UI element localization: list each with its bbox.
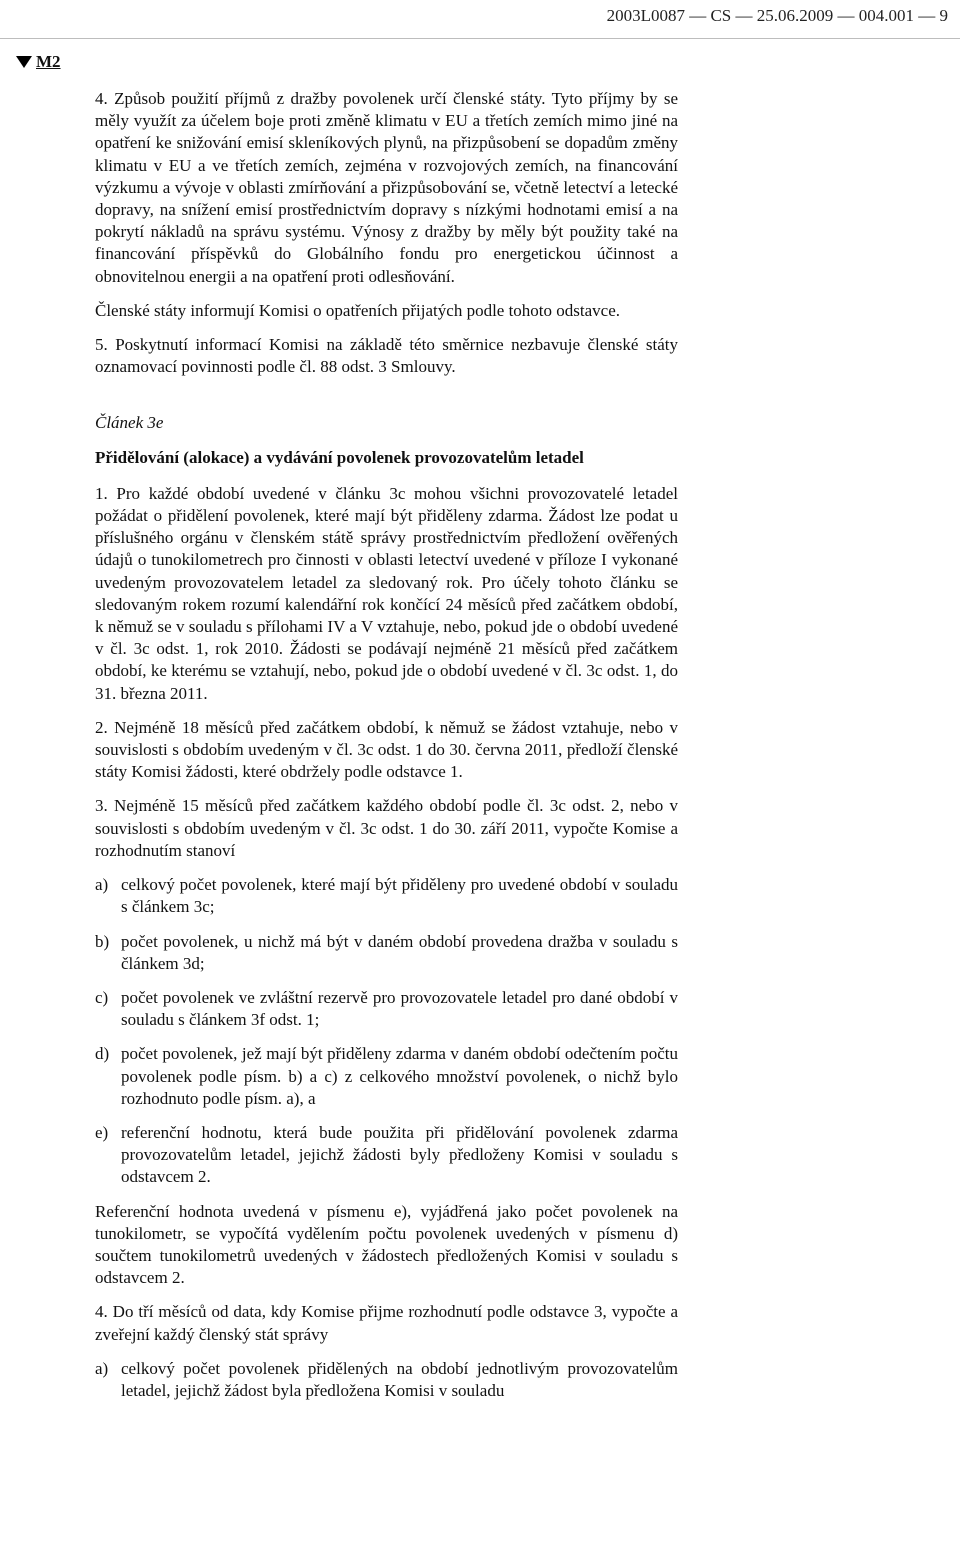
list-item-text: referenční hodnotu, která bude použita při přidělování povolenek zdarma provozovatelům letadel, jejichž žádosti byly předloženy Komisi v souladu s odstavcem 2. (121, 1122, 678, 1187)
list-item (95, 1043, 678, 1110)
list-item (95, 931, 678, 975)
list-item-text: počet povolenek ve zvláštní rezervě pro provozovatele letadel pro dané období v souladu s článkem 3f odst. 1; (121, 987, 678, 1030)
article-title: Článek 3e (95, 413, 164, 433)
list-item-letter: b) (95, 931, 110, 951)
list-item-text: celkový počet povolenek, které mají být přiděleny pro uvedené období v souladu s článkem 3c; (121, 875, 678, 917)
article-heading: Přidělování (alokace) a vydávání povolenek provozovatelům letadel (95, 447, 584, 467)
paragraph-4-proceeds: 4. Způsob použití příjmů z dražby povolenek určí členské státy. Tyto příjmy by se měly využít za účelem boje proti změně klimatu v EU a třetích zemích mimo jiné na opatření ke snižování emisí skleníkových plynů, na přizpůsobení se dopadům změny klimatu v EU a ve třetích zemích, zejména v rozvojových zemích, na financování výzkumu a vývoje v oblasti zmírňování a přizpůsobování se, včetně letectví a letecké dopravy, na snížení emisí prostřednictvím dopravy s nízkými hodnotami emisí a na pokrytí nákladů na správu systému. Výnosy z dražby by měly být použity také na financování příspěvků do Globálního fondu pro energetickou účinnost a obnovitelnou energii a na opatření proti odlesňování. (95, 89, 678, 286)
paragraph-inform-commission: Členské státy informují Komisi o opatřeních přijatých podle tohoto odstavce. (95, 300, 621, 320)
paragraph-5: 5. Poskytnutí informací Komisi na základě této směrnice nezbavuje členské státy oznamovací povinnosti podle čl. 88 odst. 3 Smlouvy. (95, 335, 678, 377)
header-reference: 2003L0087 — CS — 25.06.2009 — 004.001 — 9 (606, 6, 948, 25)
list-item-letter: c) (95, 987, 109, 1007)
triangle-down-icon (16, 56, 32, 68)
list-item (95, 874, 678, 918)
list-item-text: celkový počet povolenek přidělených na období jednotlivým provozovatelům letadel, jejichž žádost byla předložena Komisi v souladu (121, 1358, 678, 1400)
article-paragraph-4: 4. Do tří měsíců od data, kdy Komise přijme rozhodnutí podle odstavce 3, vypočte a zveřejní každý členský stát správy (95, 1302, 678, 1344)
list-allocation-items (95, 874, 678, 1188)
list-item (95, 987, 678, 1031)
paragraph-reference-value: Referenční hodnota uvedená v písmenu e), vyjádřená jako počet povolenek na tunokilometr, se vypočítá vydělením počtu povolenek uvedených v písmenu d) součtem tunokilometrů uvedených v žádostech předložených Komisi v souladu s odstavcem 2. (95, 1201, 678, 1288)
list-item-letter: a) (95, 875, 109, 895)
list-item (95, 1122, 678, 1189)
list-item-letter: a) (95, 1358, 109, 1378)
amendment-label[interactable]: M2 (36, 52, 61, 71)
article-paragraph-3: 3. Nejméně 15 měsíců před začátkem každého období podle čl. 3c odst. 2, nebo v souvislosti s obdobím uvedeným v čl. 3c odst. 1 do 30. září 2011, vypočte Komise a rozhodnutím stanoví (95, 796, 678, 860)
article-paragraph-2: 2. Nejméně 18 měsíců před začátkem období, k němuž se žádost vztahuje, nebo v souvislosti s obdobím uvedeným v čl. 3c odst. 1 do 30. června 2011, předloží členské státy Komisi žádosti, které obdržely podle odstavce 1. (95, 717, 678, 782)
amendment-marker (16, 52, 61, 72)
list-publication-items (95, 1358, 678, 1402)
article-paragraph-1: 1. Pro každé období uvedené v článku 3c mohou všichni provozovatelé letadel požádat o přidělení povolenek, které mají být přiděleny zdarma. Žádost lze podat u příslušného orgánu v členském státě správy prostřednictvím předložení ověřených údajů o tunokilometrech pro činnosti v oblasti letectví uvedené v příloze I vykonané uvedeným provozovatelem letadel za sledovaný rok. Pro účely tohoto článku se sledovaným rokem rozumí kalendářní rok končící 24 měsíců před začátkem období, k němuž se v souladu s přílohami IV a V vztahuje, nebo, pokud jde o období uvedené v čl. 3c odst. 1, rok 2010. Žádosti se podávají nejméně 21 měsíců před začátkem období, ke kterému se vztahují, nebo, pokud jde o období uvedené v čl. 3c odst. 1, do 31. března 2011. (95, 483, 678, 703)
list-item-text: počet povolenek, jež mají být přiděleny zdarma v daném období odečtením počtu povolenek podle písm. b) a c) z celkového množství povolenek, o nichž bylo rozhodnuto podle písm. a), a (121, 1044, 678, 1108)
main-content (95, 88, 678, 1414)
list-item (95, 1358, 678, 1402)
list-item-letter: e) (95, 1122, 109, 1142)
list-item-text: počet povolenek, u nichž má být v daném období provedena dražba v souladu s článkem 3d; (121, 931, 678, 973)
list-item-letter: d) (95, 1044, 110, 1064)
page-header (0, 0, 960, 39)
